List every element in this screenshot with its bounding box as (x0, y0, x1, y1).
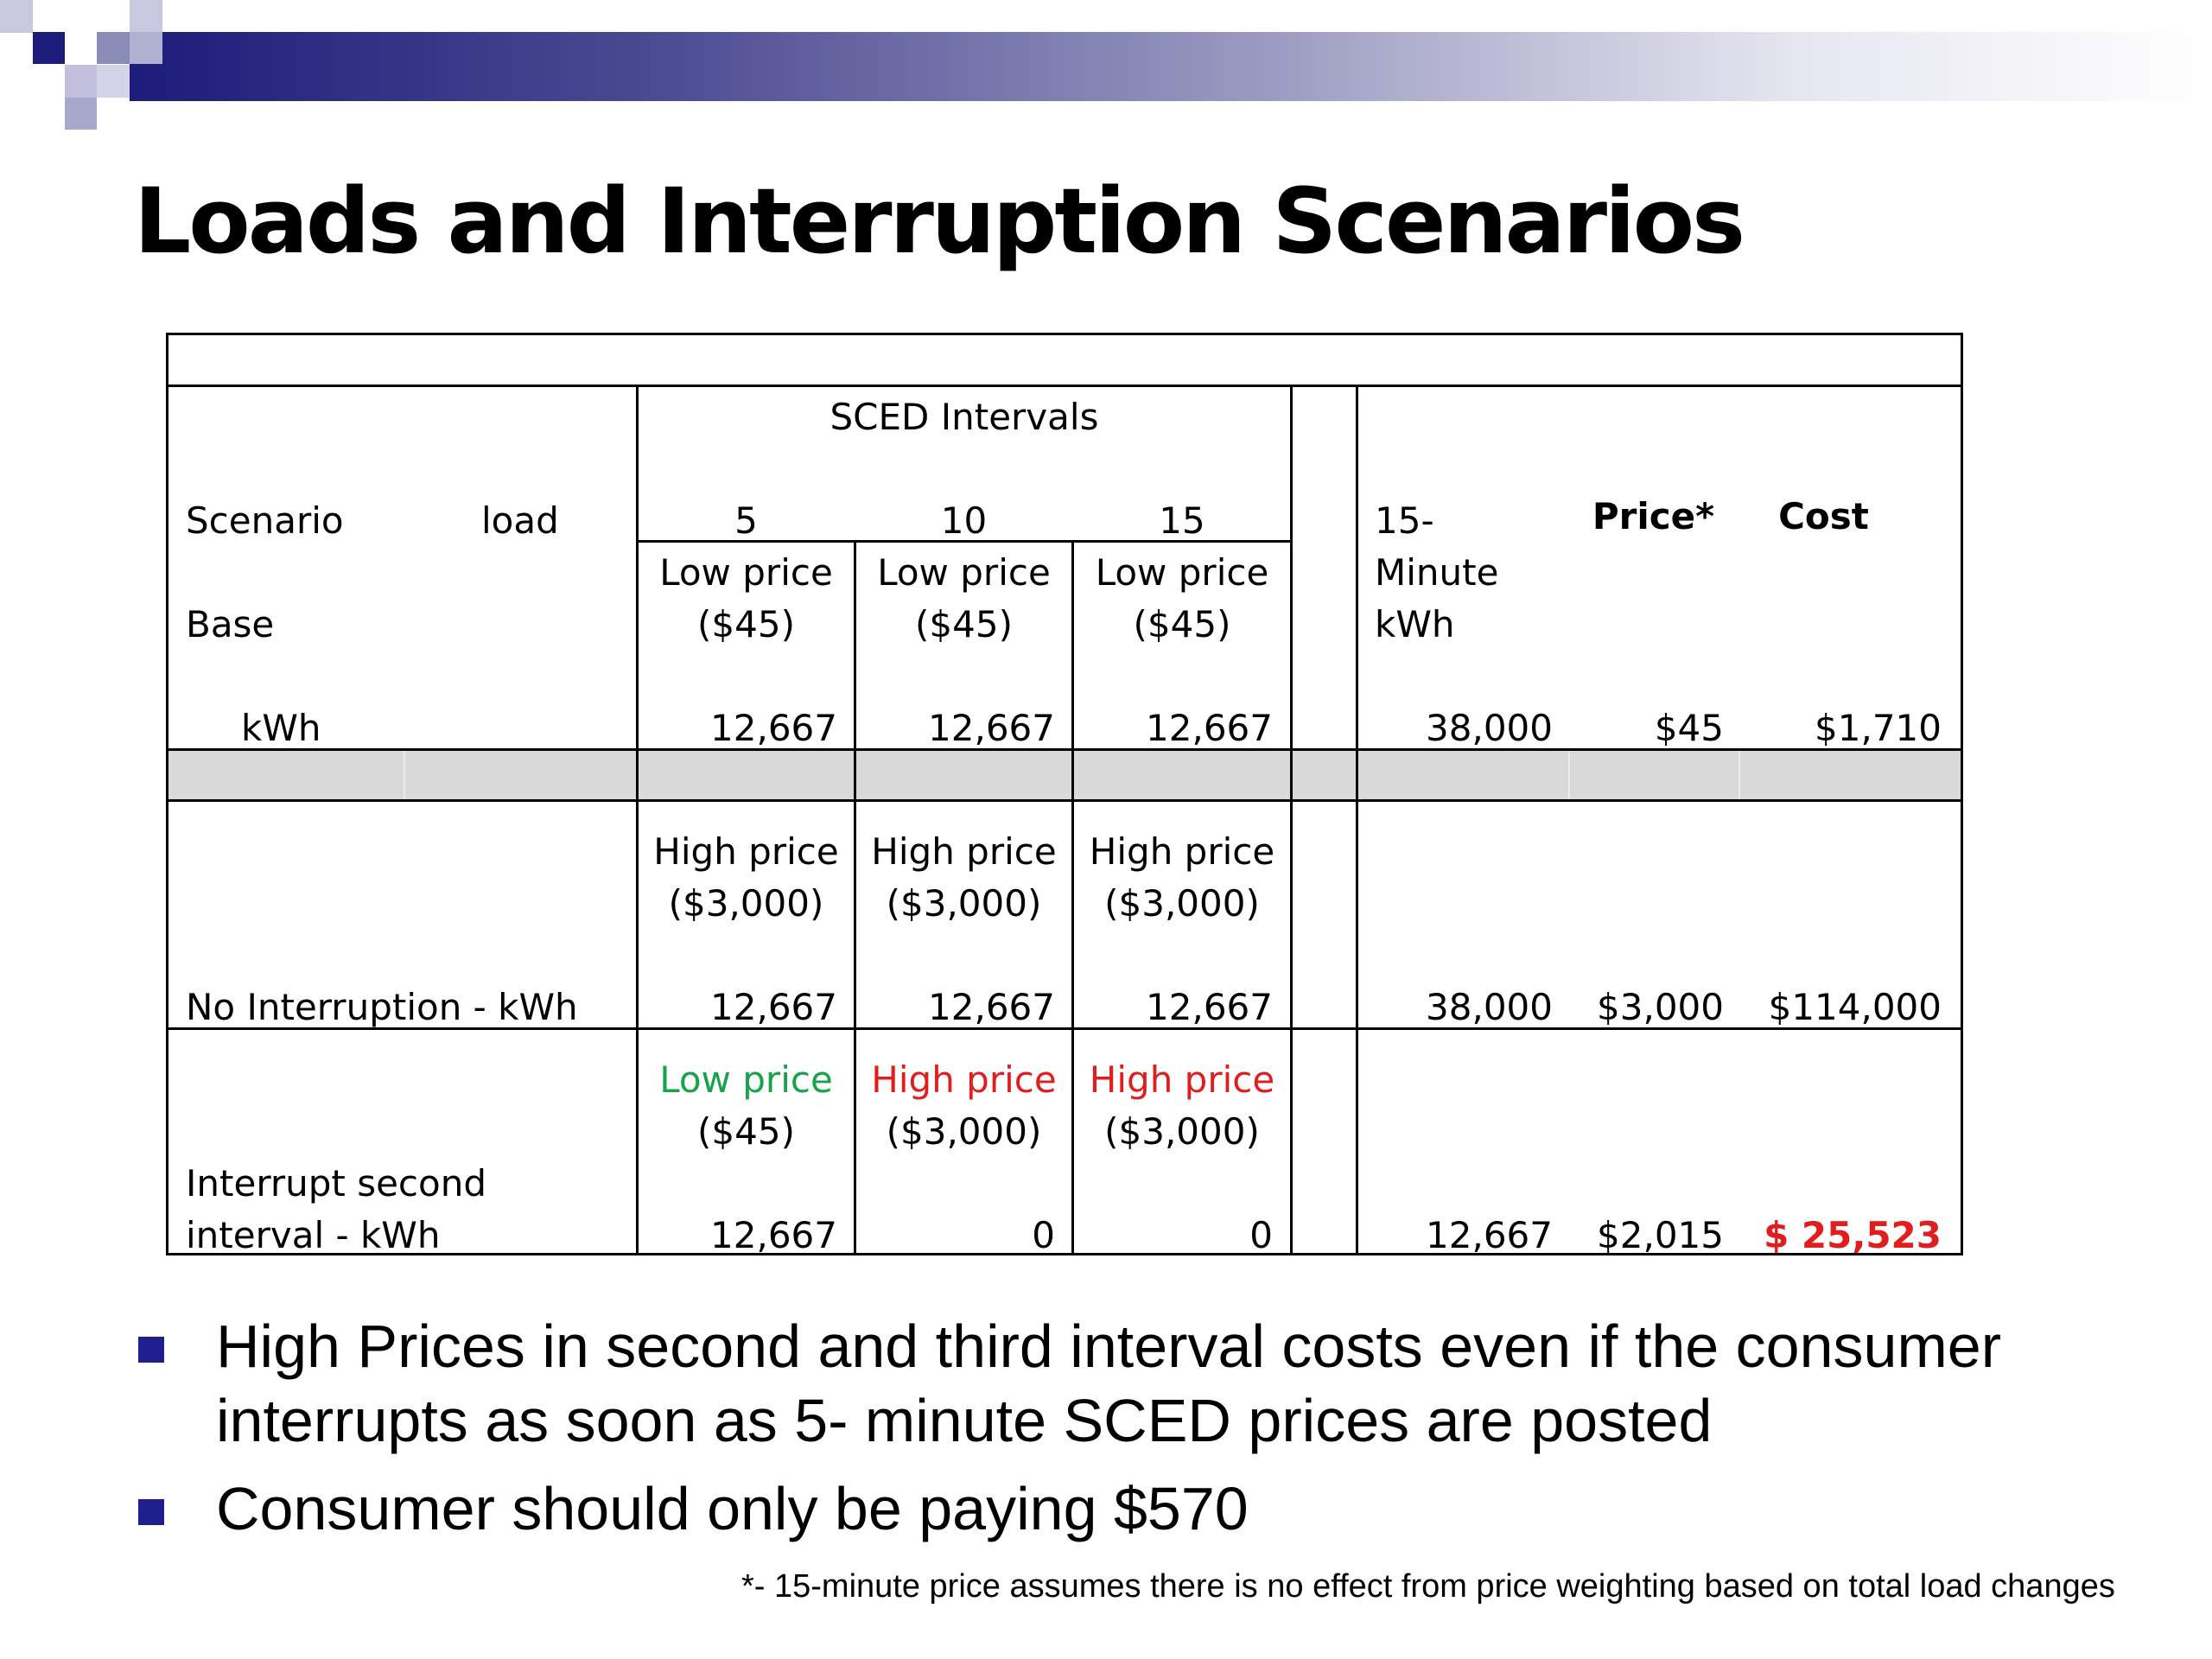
int-kwh-10: 0 (1032, 1214, 1055, 1256)
base-label: Base (186, 603, 275, 645)
base-total-kwh: 38,000 (1426, 707, 1553, 749)
noint-price-10-line1: High price (871, 830, 1057, 873)
header-square (130, 0, 162, 32)
base-price-15-line2: ($45) (1133, 603, 1231, 645)
base-price-15-line1: Low price (1095, 551, 1269, 594)
int-total-kwh: 12,667 (1426, 1214, 1553, 1256)
base-kwh-15: 12,667 (1146, 707, 1273, 749)
interval-header-15: 15 (1159, 499, 1205, 542)
separator-cell-line (404, 751, 405, 799)
base-price-10-line1: Low price (877, 551, 1051, 594)
cost-header: Cost (1778, 495, 1869, 537)
bullet-1-line2: interrupts as soon as 5- minute SCED prices are posted (216, 1387, 1713, 1454)
int-label-line1: Interrupt second (186, 1162, 486, 1205)
base-price-5-line2: ($45) (697, 603, 795, 645)
base-cost: $1,710 (1815, 707, 1942, 749)
noint-kwh-5: 12,667 (710, 986, 837, 1028)
noint-price: $3,000 (1597, 986, 1724, 1028)
int-kwh-15: 0 (1249, 1214, 1273, 1256)
price-header: Price* (1592, 495, 1715, 537)
noint-price-10-line2: ($3,000) (886, 882, 1042, 925)
int-price-15-line2: ($3,000) (1104, 1110, 1260, 1153)
fifteen-min-header-line2: Minute (1375, 551, 1499, 594)
base-price-5-line1: Low price (659, 551, 833, 594)
fifteen-min-header-line1: 15- (1375, 499, 1434, 542)
base-price: $45 (1654, 707, 1724, 749)
int-price: $2,015 (1597, 1214, 1724, 1256)
separator-cell-line (1568, 751, 1570, 799)
row-divider (168, 385, 1961, 387)
bullet-2: Consumer should only be paying $570 (216, 1475, 1249, 1542)
base-kwh-10: 12,667 (928, 707, 1055, 749)
int-price-5-line2: ($45) (697, 1110, 795, 1153)
separator-row (168, 751, 1961, 799)
base-kwh-5: 12,667 (710, 707, 837, 749)
col-divider (1356, 385, 1358, 1253)
footnote: *- 15-minute price assumes there is no effect from price weighting based on total load changes (741, 1568, 2115, 1605)
noint-total-kwh: 38,000 (1426, 986, 1553, 1028)
base-kwh-label: kWh (241, 707, 321, 749)
header-square (0, 0, 33, 33)
noint-cost: $114,000 (1768, 986, 1942, 1028)
noint-price-15-line1: High price (1089, 830, 1275, 873)
row-divider (168, 799, 1961, 802)
load-header: load (481, 499, 559, 542)
noint-price-15-line2: ($3,000) (1104, 882, 1260, 925)
slide-title: Loads and Interruption Scenarios (134, 168, 1744, 274)
interval-header-5: 5 (734, 499, 758, 542)
noint-price-5-line1: High price (653, 830, 839, 873)
int-price-10-line2: ($3,000) (886, 1110, 1042, 1153)
fifteen-min-header-line3: kWh (1375, 603, 1455, 645)
noint-label: No Interruption - kWh (186, 986, 578, 1028)
int-price-10-line1: High price (871, 1058, 1057, 1101)
int-cost: $ 25,523 (1764, 1214, 1942, 1256)
header-square (65, 98, 97, 130)
scenarios-table (166, 333, 1963, 1255)
interval-header-10: 10 (940, 499, 988, 542)
scenario-header: Scenario (186, 499, 344, 542)
bullet-square-icon (138, 1337, 164, 1363)
header-gradient-bar (130, 32, 2212, 101)
bullet-square-icon (138, 1499, 164, 1525)
separator-cell-line (1738, 751, 1740, 799)
int-price-5-line1: Low price (659, 1058, 833, 1101)
col-divider (1290, 385, 1293, 1253)
header-square (33, 32, 65, 64)
base-price-10-line2: ($45) (915, 603, 1013, 645)
int-label-line2: interval - kWh (186, 1214, 441, 1256)
int-kwh-5: 12,667 (710, 1214, 837, 1256)
header-square (130, 32, 162, 64)
sced-intervals-header: SCED Intervals (830, 396, 1099, 438)
header-square (97, 32, 130, 64)
noint-price-5-line2: ($3,000) (668, 882, 824, 925)
header-square (65, 65, 97, 98)
bullet-1-line1: High Prices in second and third interval costs even if the consumer (216, 1313, 2002, 1380)
noint-kwh-10: 12,667 (928, 986, 1055, 1028)
header-square (97, 65, 130, 98)
noint-kwh-15: 12,667 (1146, 986, 1273, 1028)
int-price-15-line1: High price (1089, 1058, 1275, 1101)
